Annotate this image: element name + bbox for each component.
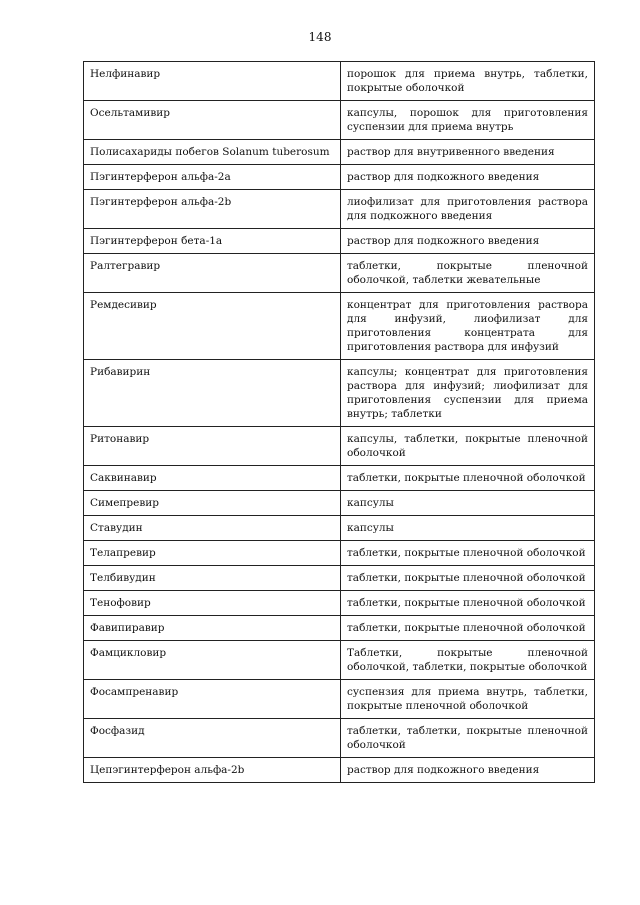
table-row <box>84 140 595 165</box>
drug-name-cell: Ритонавир <box>84 427 341 466</box>
dosage-form-cell: таблетки, покрытые пленочной оболочкой <box>341 541 595 566</box>
dosage-form-cell: таблетки, покрытые пленочной оболочкой <box>341 591 595 616</box>
drug-name-cell: Ставудин <box>84 516 341 541</box>
table-row <box>84 293 595 360</box>
drug-table-body <box>84 62 595 783</box>
table-row <box>84 541 595 566</box>
drug-name-cell: Саквинавир <box>84 466 341 491</box>
drug-name-cell: Пэгинтерферон альфа-2a <box>84 165 341 190</box>
drug-name-cell: Рибавирин <box>84 360 341 427</box>
dosage-form-cell: капсулы <box>341 491 595 516</box>
table-row <box>84 566 595 591</box>
drug-name-cell: Нелфинавир <box>84 62 341 101</box>
table-row <box>84 758 595 783</box>
drug-name-cell: Тенофовир <box>84 591 341 616</box>
dosage-form-cell: капсулы; концентрат для приготовления раствора для инфузий; лиофилизат для приготовления суспензии для приема внутрь; таблетки <box>341 360 595 427</box>
table-row <box>84 254 595 293</box>
dosage-form-cell: таблетки, таблетки, покрытые пленочной оболочкой <box>341 719 595 758</box>
table-row <box>84 229 595 254</box>
table-row <box>84 641 595 680</box>
table-row <box>84 190 595 229</box>
drug-name-cell: Телапревир <box>84 541 341 566</box>
table-row <box>84 719 595 758</box>
table-row <box>84 101 595 140</box>
dosage-form-cell: капсулы, порошок для приготовления суспензии для приема внутрь <box>341 101 595 140</box>
drug-name-cell: Ремдесивир <box>84 293 341 360</box>
dosage-form-cell: капсулы, таблетки, покрытые пленочной оболочкой <box>341 427 595 466</box>
drug-name-cell: Полисахариды побегов Solanum tuberosum <box>84 140 341 165</box>
dosage-form-cell: раствор для подкожного введения <box>341 165 595 190</box>
drug-name-cell: Пэгинтерферон бета-1a <box>84 229 341 254</box>
table-row <box>84 516 595 541</box>
drug-table <box>83 61 595 783</box>
dosage-form-cell: таблетки, покрытые пленочной оболочкой <box>341 566 595 591</box>
dosage-form-cell: таблетки, покрытые пленочной оболочкой, таблетки жевательные <box>341 254 595 293</box>
table-row <box>84 491 595 516</box>
dosage-form-cell: раствор для подкожного введения <box>341 758 595 783</box>
table-row <box>84 680 595 719</box>
table-row <box>84 165 595 190</box>
dosage-form-cell: лиофилизат для приготовления раствора для подкожного введения <box>341 190 595 229</box>
drug-name-cell: Фамцикловир <box>84 641 341 680</box>
dosage-form-cell: концентрат для приготовления раствора для инфузий, лиофилизат для приготовления концентрата для приготовления раствора для инфузий <box>341 293 595 360</box>
drug-name-cell: Телбивудин <box>84 566 341 591</box>
table-row <box>84 591 595 616</box>
drug-name-cell: Пэгинтерферон альфа-2b <box>84 190 341 229</box>
dosage-form-cell: таблетки, покрытые пленочной оболочкой <box>341 616 595 641</box>
table-row <box>84 427 595 466</box>
drug-name-cell: Фосфазид <box>84 719 341 758</box>
drug-name-cell: Цепэгинтерферон альфа-2b <box>84 758 341 783</box>
dosage-form-cell: суспензия для приема внутрь, таблетки, покрытые пленочной оболочкой <box>341 680 595 719</box>
drug-name-cell: Осельтамивир <box>84 101 341 140</box>
table-row <box>84 62 595 101</box>
drug-name-cell: Фосампренавир <box>84 680 341 719</box>
page-number: 148 <box>308 30 332 44</box>
dosage-form-cell: капсулы <box>341 516 595 541</box>
drug-name-cell: Фавипиравир <box>84 616 341 641</box>
dosage-form-cell: Таблетки, покрытые пленочной оболочкой, таблетки, покрытые оболочкой <box>341 641 595 680</box>
drug-name-cell: Симепревир <box>84 491 341 516</box>
dosage-form-cell: раствор для подкожного введения <box>341 229 595 254</box>
dosage-form-cell: таблетки, покрытые пленочной оболочкой <box>341 466 595 491</box>
table-row <box>84 466 595 491</box>
dosage-form-cell: порошок для приема внутрь, таблетки, покрытые оболочкой <box>341 62 595 101</box>
table-row <box>84 616 595 641</box>
drug-name-cell: Ралтегравир <box>84 254 341 293</box>
table-row <box>84 360 595 427</box>
dosage-form-cell: раствор для внутривенного введения <box>341 140 595 165</box>
